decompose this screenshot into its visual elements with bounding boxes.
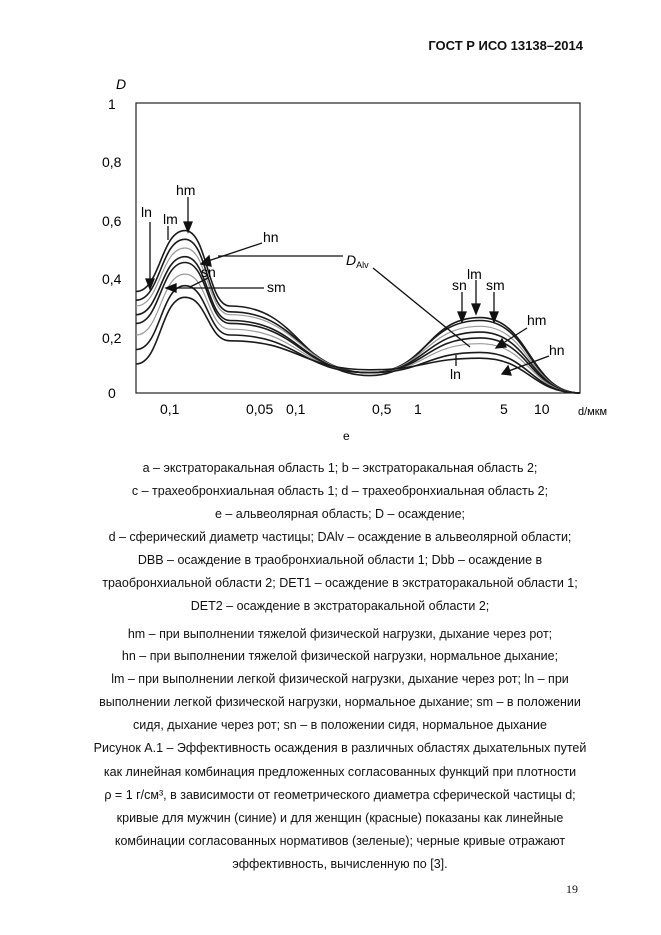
label-sn: sn [201, 264, 216, 280]
label-hn: hn [263, 229, 279, 245]
y-tick: 1 [108, 96, 116, 112]
y-tick: 0,8 [102, 154, 122, 170]
deposition-chart [0, 0, 661, 450]
caption-line: комбинации согласованных нормативов (зеленые); черные кривые отражают [114, 834, 566, 848]
x-tick: 1 [414, 401, 422, 417]
label-sm-right: sm [486, 277, 505, 293]
label-sn-right: sn [452, 277, 467, 293]
caption-line: hm – при выполнении тяжелой физической нагрузки, дыхание через рот; [127, 627, 553, 641]
caption-line: ρ = 1 г/см³, в зависимости от геометрического диаметра сферической частицы d; [104, 788, 576, 802]
y-axis-label: D [116, 76, 127, 92]
y-tick: 0 [108, 385, 116, 401]
x-tick: 0,1 [160, 401, 180, 417]
caption-line: hn – при выполнении тяжелой физической нагрузки, нормальное дыхание; [121, 649, 559, 663]
x-tick: 0,05 [246, 401, 274, 417]
caption-line: Рисунок А.1 – Эффективность осаждения в различных областях дыхательных путей [93, 741, 587, 755]
label-lm: lm [163, 211, 178, 227]
caption-line: эффективность, вычисленную по [3]. [232, 857, 448, 871]
caption-line: траобронхиальной области 2; DET1 – осаждение в экстраторакальной области 1; [102, 576, 578, 590]
x-tick: 0,1 [286, 401, 306, 417]
y-tick: 0,4 [102, 271, 122, 287]
caption-line: c – трахеобронхиальная область 1; d – трахеобронхиальная область 2; [131, 484, 549, 498]
caption-line: e – альвеолярная область; D – осаждение; [214, 507, 466, 521]
caption-line: DET2 – осаждение в экстраторакальной области 2; [190, 599, 490, 613]
label-lm-right: lm [467, 266, 482, 282]
y-ticks [102, 96, 122, 401]
x-tick: 0,5 [372, 401, 392, 417]
label-ln-right: ln [450, 366, 461, 382]
document-header: ГОСТ Р ИСО 13138–2014 [428, 38, 583, 53]
sublabel: e [343, 429, 350, 443]
caption-line: как линейная комбинация предложенных согласованных функций при плотности [103, 765, 577, 779]
x-tick: 5 [500, 401, 508, 417]
label-ln: ln [141, 204, 152, 220]
caption-line: d – сферический диаметр частицы; DAlv – осаждение в альвеолярной области; [108, 530, 572, 544]
page-number: 19 [566, 882, 578, 896]
x-axis-label: d/мкм [578, 406, 608, 418]
label-hm: hm [176, 182, 196, 198]
label-sm: sm [267, 279, 286, 295]
x-ticks [160, 401, 550, 417]
label-hm-right: hm [527, 312, 547, 328]
y-tick: 0,6 [102, 213, 122, 229]
caption-line: lm – при выполнении легкой физической нагрузки, дыхание через рот; ln – при [111, 672, 569, 686]
deposition-curve [136, 263, 580, 394]
caption-line: сидя, дыхание через рот; sn – в положении сидя, нормальное дыхание [133, 718, 547, 732]
label-d-alv: $D_{Alv}$ [346, 252, 369, 270]
caption-line: кривые для мужчин (синие) и для женщин (красные) показаны как линейные [116, 811, 564, 825]
caption-line: а – экстраторакальная область 1; b – экстраторакальная область 2; [142, 461, 538, 475]
label-hn-right: hn [549, 342, 565, 358]
caption-line: выполнении легкой физической нагрузки, нормальное дыхание; sm – в положении [99, 695, 581, 709]
x-tick: 10 [534, 401, 550, 417]
caption-line: DBB – осаждение в траобронхиальной области 1; Dbb – осаждение в [137, 553, 543, 567]
y-tick: 0,2 [102, 330, 122, 346]
